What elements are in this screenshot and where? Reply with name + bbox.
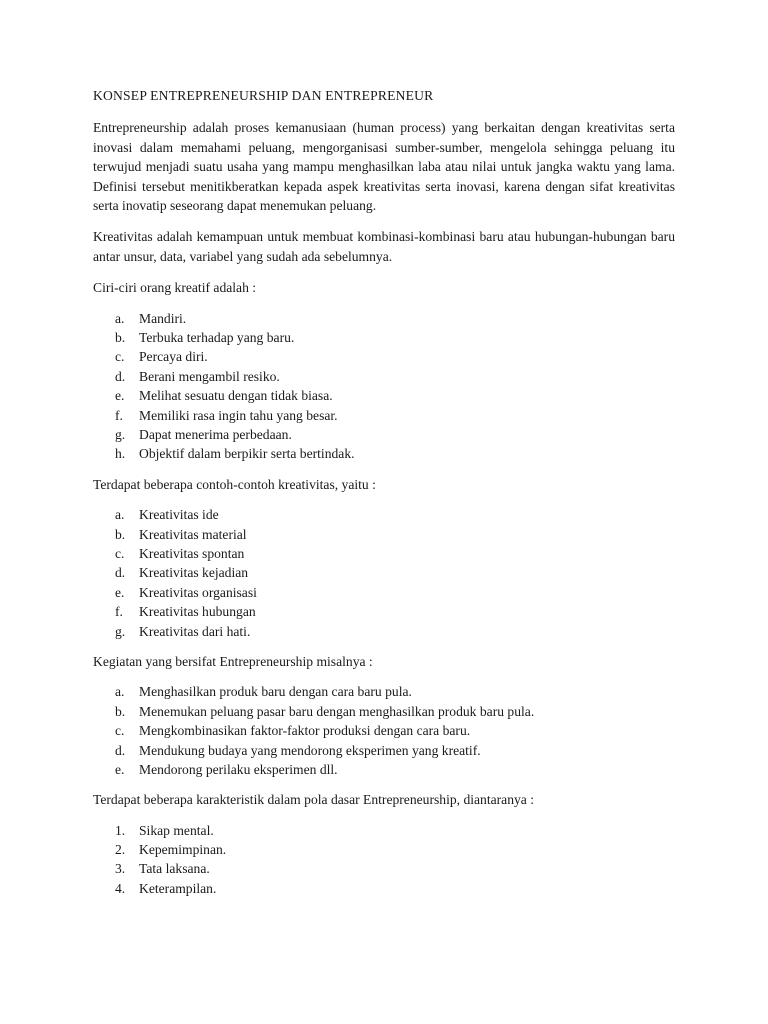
list-item: [93, 525, 675, 544]
document-title: KONSEP ENTREPRENEURSHIP DAN ENTREPRENEUR: [93, 88, 434, 103]
list-item-text: Objektif dalam berpikir serta bertindak.: [139, 446, 355, 462]
list-item: [93, 544, 675, 563]
list-item-text: Memiliki rasa ingin tahu yang besar.: [139, 407, 338, 423]
list-item: [93, 583, 675, 602]
paragraph-ciri-intro: Ciri-ciri orang kreatif adalah :: [93, 280, 257, 296]
list-item: [93, 840, 675, 859]
list-item: [93, 505, 675, 524]
paragraph-kegiatan-intro: Kegiatan yang bersifat Entrepreneurship misalnya :: [93, 653, 373, 669]
list-karakteristik: [93, 821, 675, 899]
list-marker: g.: [115, 623, 126, 639]
list-item: [93, 682, 675, 701]
list-contoh-kreativitas: [93, 505, 675, 641]
list-ciri-kreatif: [93, 309, 675, 464]
list-item-text: Kreativitas organisasi: [139, 584, 257, 600]
document-page: [93, 86, 675, 909]
list-item-text: Mandiri.: [139, 310, 187, 326]
list-marker: g.: [115, 427, 126, 442]
list-item: [93, 386, 675, 405]
list-item: [93, 821, 675, 840]
list-marker: c.: [115, 349, 125, 365]
list-marker: 2.: [115, 842, 126, 858]
list-item: [93, 328, 675, 347]
list-item-text: Keterampilan.: [139, 880, 217, 896]
list-item-text: Mendorong perilaku eksperimen dll.: [139, 761, 338, 777]
list-item: [93, 444, 675, 463]
list-item-text: Percaya diri.: [139, 349, 208, 365]
list-item-text: Mengkombinasikan faktor-faktor produksi dengan cara baru.: [139, 723, 471, 739]
list-item-text: Kreativitas ide: [139, 507, 219, 523]
list-marker: e.: [115, 584, 125, 600]
list-marker: b.: [115, 526, 126, 542]
list-item-text: Kreativitas material: [139, 526, 247, 542]
list-item-text: Mendukung budaya yang mendorong eksperimen yang kreatif.: [139, 742, 481, 758]
list-marker: c.: [115, 545, 125, 561]
list-item-text: Berani mengambil resiko.: [139, 368, 280, 384]
list-marker: a.: [115, 507, 125, 523]
list-marker: a.: [115, 310, 125, 326]
list-item: [93, 741, 675, 760]
list-item-text: Sikap mental.: [139, 822, 214, 838]
list-item: [93, 859, 675, 878]
list-marker: h.: [115, 446, 126, 462]
list-item: [93, 760, 675, 779]
list-item: [93, 367, 675, 386]
list-item-text: Kreativitas hubungan: [139, 604, 256, 620]
list-marker: 3.: [115, 861, 126, 877]
list-item: [93, 622, 675, 641]
list-marker: c.: [115, 723, 125, 739]
paragraph-karakteristik-intro: Terdapat beberapa karakteristik dalam pola dasar Entrepreneurship, diantaranya :: [93, 792, 535, 808]
list-item-text: Menemukan peluang pasar baru dengan menghasilkan produk baru pula.: [139, 703, 535, 719]
list-marker: f.: [115, 407, 123, 423]
paragraph-definition-kreativitas: Kreativitas adalah kemampuan untuk membuat kombinasi-kombinasi baru atau hubungan-hubungan baru antar unsur, data, variabel yang sudah ada sebelumnya.: [93, 229, 675, 264]
list-item-text: Tata laksana.: [139, 861, 210, 877]
list-item: [93, 879, 675, 898]
list-item: [93, 602, 675, 621]
list-marker: e.: [115, 388, 125, 404]
list-item: [93, 309, 675, 328]
list-item-text: Terbuka terhadap yang baru.: [139, 330, 295, 346]
list-marker: b.: [115, 330, 126, 346]
list-marker: b.: [115, 703, 126, 719]
list-marker: e.: [115, 761, 125, 777]
list-marker: d.: [115, 368, 126, 384]
list-item-text: Kreativitas dari hati.: [139, 623, 251, 639]
list-item-text: Melihat sesuatu dengan tidak biasa.: [139, 388, 333, 404]
list-item: [93, 347, 675, 366]
list-item: [93, 563, 675, 582]
list-marker: 4.: [115, 880, 126, 896]
list-marker: d.: [115, 565, 126, 581]
list-item-text: Kreativitas kejadian: [139, 565, 249, 581]
list-item-text: Menghasilkan produk baru dengan cara baru pula.: [139, 684, 412, 700]
paragraph-definition-entrepreneurship: Entrepreneurship adalah proses kemanusiaan (human process) yang berkaitan dengan kreativitas serta inovasi dalam memahami peluang, mengorganisasi sumber-sumber, mengelola sehingga peluang itu terwujud menjadi suatu usaha yang mampu menghasilkan laba atau nilai untuk jangka waktu yang lama. Definisi tersebut menitikberatkan kepada aspek kreativitas serta inovasi, karena dengan sifat kreativitas serta inovatip seseorang dapat menemukan peluang.: [93, 120, 675, 214]
list-item-text: Dapat menerima perbedaan.: [139, 427, 292, 442]
list-item-text: Kreativitas spontan: [139, 545, 245, 561]
paragraph-contoh-intro: Terdapat beberapa contoh-contoh kreativitas, yaitu :: [93, 476, 376, 492]
list-kegiatan-entrepreneurship: [93, 682, 675, 779]
list-item: [93, 406, 675, 425]
list-item-text: Kepemimpinan.: [139, 842, 227, 858]
list-item: [93, 425, 675, 444]
list-item: [93, 702, 675, 721]
list-marker: f.: [115, 604, 123, 620]
list-marker: 1.: [115, 822, 126, 838]
list-item: [93, 721, 675, 740]
list-marker: d.: [115, 742, 126, 758]
list-marker: a.: [115, 684, 125, 700]
